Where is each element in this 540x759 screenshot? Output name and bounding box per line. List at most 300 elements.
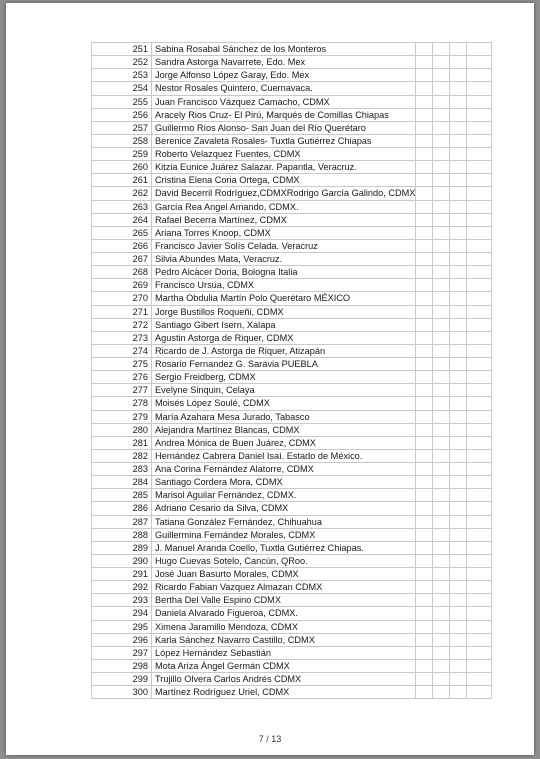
empty-cell (433, 541, 450, 554)
empty-cell (467, 673, 492, 686)
empty-cell (416, 108, 433, 121)
row-number: 279 (92, 410, 152, 423)
row-number: 265 (92, 226, 152, 239)
row-number: 254 (92, 82, 152, 95)
empty-cell (467, 371, 492, 384)
empty-cell (450, 515, 467, 528)
empty-cell (433, 554, 450, 567)
empty-cell (467, 279, 492, 292)
signer-name: Rosario Fernandez G. Saravia PUEBLA (152, 358, 416, 371)
empty-cell (416, 344, 433, 357)
empty-cell (433, 95, 450, 108)
empty-cell (433, 371, 450, 384)
empty-cell (450, 331, 467, 344)
empty-cell (467, 331, 492, 344)
signature-table-body (92, 43, 492, 699)
table-row (92, 607, 492, 620)
empty-cell (450, 213, 467, 226)
empty-cell (433, 384, 450, 397)
empty-cell (433, 528, 450, 541)
empty-cell (416, 43, 433, 56)
row-number: 262 (92, 187, 152, 200)
empty-cell (433, 581, 450, 594)
empty-cell (416, 384, 433, 397)
empty-cell (467, 239, 492, 252)
row-number: 272 (92, 318, 152, 331)
empty-cell (450, 568, 467, 581)
empty-cell (416, 69, 433, 82)
table-row (92, 56, 492, 69)
empty-cell (416, 489, 433, 502)
row-number: 277 (92, 384, 152, 397)
empty-cell (450, 607, 467, 620)
empty-cell (450, 436, 467, 449)
empty-cell (467, 528, 492, 541)
row-number: 267 (92, 253, 152, 266)
table-row (92, 620, 492, 633)
table-row (92, 686, 492, 699)
signer-name: Martínez Rodríguez Uriel, CDMX (152, 686, 416, 699)
signer-name: Daniela Alvarado Figueroa, CDMX. (152, 607, 416, 620)
empty-cell (450, 594, 467, 607)
empty-cell (450, 43, 467, 56)
signer-name: Ana Corina Fernández Alatorre, CDMX (152, 463, 416, 476)
table-row (92, 82, 492, 95)
row-number: 257 (92, 121, 152, 134)
empty-cell (450, 134, 467, 147)
signer-name: Ricardo de J. Astorga de Riquer, Atizapán (152, 344, 416, 357)
empty-cell (416, 410, 433, 423)
empty-cell (433, 646, 450, 659)
empty-cell (416, 607, 433, 620)
empty-cell (450, 489, 467, 502)
empty-cell (433, 423, 450, 436)
row-number: 276 (92, 371, 152, 384)
signer-name: Evelyne Sinquin, Celaya (152, 384, 416, 397)
empty-cell (416, 174, 433, 187)
empty-cell (433, 226, 450, 239)
empty-cell (467, 515, 492, 528)
empty-cell (416, 318, 433, 331)
empty-cell (467, 187, 492, 200)
empty-cell (467, 226, 492, 239)
empty-cell (433, 686, 450, 699)
empty-cell (467, 43, 492, 56)
empty-cell (433, 82, 450, 95)
empty-cell (416, 358, 433, 371)
empty-cell (416, 187, 433, 200)
table-row (92, 463, 492, 476)
signer-name: Adriano Cesario da Silva, CDMX (152, 502, 416, 515)
table-row (92, 436, 492, 449)
empty-cell (416, 659, 433, 672)
row-number: 295 (92, 620, 152, 633)
empty-cell (433, 607, 450, 620)
empty-cell (433, 594, 450, 607)
signer-name: Cristina Elena Coria Ortega, CDMX (152, 174, 416, 187)
empty-cell (416, 121, 433, 134)
signer-name: María Azahara Mesa Jurado, Tabasco (152, 410, 416, 423)
empty-cell (450, 253, 467, 266)
empty-cell (450, 187, 467, 200)
empty-cell (433, 292, 450, 305)
signer-name: Ricardo Fabian Vazquez Almazan CDMX (152, 581, 416, 594)
signer-name: Francisco Ursúa, CDMX (152, 279, 416, 292)
signer-name: Mota Ariza Ángel Germán CDMX (152, 659, 416, 672)
empty-cell (450, 200, 467, 213)
empty-cell (450, 423, 467, 436)
table-row (92, 659, 492, 672)
empty-cell (467, 95, 492, 108)
empty-cell (433, 279, 450, 292)
row-number: 251 (92, 43, 152, 56)
empty-cell (450, 686, 467, 699)
signer-name: Pedro Alcàcer Doria, Bologna Italia (152, 266, 416, 279)
empty-cell (416, 331, 433, 344)
signer-name: Jorge Bustillos Roqueñi, CDMX (152, 305, 416, 318)
signer-name: Guillermo Ríos Alonso- San Juan del Río Querétaro (152, 121, 416, 134)
signer-name: Agustin Astorga de Riquer, CDMX (152, 331, 416, 344)
signer-name: Alejandra Martínez Blancas, CDMX (152, 423, 416, 436)
empty-cell (416, 292, 433, 305)
empty-cell (416, 226, 433, 239)
signer-name: Hugo Cuevas Sotelo, Cancún, QRoo. (152, 554, 416, 567)
empty-cell (416, 463, 433, 476)
row-number: 273 (92, 331, 152, 344)
row-number: 282 (92, 449, 152, 462)
empty-cell (467, 318, 492, 331)
empty-cell (467, 594, 492, 607)
empty-cell (433, 43, 450, 56)
empty-cell (433, 148, 450, 161)
signer-name: Tatiana González Fernández, Chihuahua (152, 515, 416, 528)
empty-cell (450, 69, 467, 82)
empty-cell (467, 56, 492, 69)
table-row (92, 292, 492, 305)
table-row (92, 43, 492, 56)
row-number: 292 (92, 581, 152, 594)
empty-cell (416, 436, 433, 449)
empty-cell (416, 213, 433, 226)
row-number: 300 (92, 686, 152, 699)
empty-cell (433, 134, 450, 147)
empty-cell (450, 148, 467, 161)
table-row (92, 633, 492, 646)
empty-cell (450, 279, 467, 292)
table-row (92, 554, 492, 567)
row-number: 266 (92, 239, 152, 252)
table-row (92, 239, 492, 252)
empty-cell (450, 646, 467, 659)
row-number: 270 (92, 292, 152, 305)
empty-cell (450, 292, 467, 305)
row-number: 263 (92, 200, 152, 213)
empty-cell (467, 384, 492, 397)
empty-cell (433, 121, 450, 134)
signer-name: Ximena Jaramillo Mendoza, CDMX (152, 620, 416, 633)
empty-cell (416, 515, 433, 528)
row-number: 271 (92, 305, 152, 318)
table-row (92, 541, 492, 554)
empty-cell (467, 292, 492, 305)
row-number: 274 (92, 344, 152, 357)
empty-cell (416, 581, 433, 594)
signer-name: García Rea Angel Amando, CDMX. (152, 200, 416, 213)
empty-cell (467, 200, 492, 213)
row-number: 299 (92, 673, 152, 686)
empty-cell (450, 633, 467, 646)
empty-cell (433, 253, 450, 266)
empty-cell (467, 607, 492, 620)
table-row (92, 187, 492, 200)
table-row (92, 108, 492, 121)
empty-cell (450, 239, 467, 252)
empty-cell (433, 463, 450, 476)
table-row (92, 449, 492, 462)
row-number: 259 (92, 148, 152, 161)
signer-name: Santiago Gibert Isern, Xalapa (152, 318, 416, 331)
row-number: 258 (92, 134, 152, 147)
row-number: 287 (92, 515, 152, 528)
empty-cell (467, 397, 492, 410)
empty-cell (467, 134, 492, 147)
row-number: 289 (92, 541, 152, 554)
empty-cell (416, 476, 433, 489)
empty-cell (467, 659, 492, 672)
empty-cell (433, 436, 450, 449)
row-number: 294 (92, 607, 152, 620)
empty-cell (433, 568, 450, 581)
table-row (92, 423, 492, 436)
table-row (92, 200, 492, 213)
row-number: 283 (92, 463, 152, 476)
signer-name: Aracely Rios Cruz- El Pirú, Marqués de Comillas Chiapas (152, 108, 416, 121)
empty-cell (433, 449, 450, 462)
signer-name: Bertha Del Valle Espino CDMX (152, 594, 416, 607)
signer-name: Francisco Javier Solís Celada. Veracruz (152, 239, 416, 252)
table-row (92, 358, 492, 371)
empty-cell (416, 397, 433, 410)
row-number: 298 (92, 659, 152, 672)
empty-cell (416, 279, 433, 292)
empty-cell (467, 633, 492, 646)
table-row (92, 161, 492, 174)
empty-cell (416, 305, 433, 318)
signer-name: Sergio Freidberg, CDMX (152, 371, 416, 384)
empty-cell (450, 620, 467, 633)
empty-cell (450, 226, 467, 239)
table-row (92, 148, 492, 161)
empty-cell (416, 82, 433, 95)
signer-name: Kitzia Eunice Juárez Salazar. Papantla, Veracruz. (152, 161, 416, 174)
signer-name: Trujillo Olvera Carlos Andrés CDMX (152, 673, 416, 686)
empty-cell (433, 305, 450, 318)
table-row (92, 371, 492, 384)
empty-cell (467, 463, 492, 476)
empty-cell (450, 449, 467, 462)
signer-name: David Becerril Rodríguez,CDMXRodrigo García Galindo, CDMX (152, 187, 416, 200)
empty-cell (433, 476, 450, 489)
empty-cell (416, 686, 433, 699)
row-number: 261 (92, 174, 152, 187)
signer-name: Berenice Zavaleta Rosales- Tuxtla Gutiérrez Chiapas (152, 134, 416, 147)
empty-cell (416, 95, 433, 108)
empty-cell (416, 253, 433, 266)
empty-cell (433, 266, 450, 279)
signer-name: Moisés López Soulé, CDMX (152, 397, 416, 410)
signer-name: Roberto Velazquez Fuentes, CDMX (152, 148, 416, 161)
empty-cell (467, 568, 492, 581)
empty-cell (416, 646, 433, 659)
empty-cell (467, 161, 492, 174)
empty-cell (467, 436, 492, 449)
signer-name: Ariana Torres Knoop, CDMX (152, 226, 416, 239)
empty-cell (416, 528, 433, 541)
table-row (92, 476, 492, 489)
empty-cell (467, 305, 492, 318)
empty-cell (450, 581, 467, 594)
empty-cell (467, 581, 492, 594)
empty-cell (467, 121, 492, 134)
table-row (92, 384, 492, 397)
empty-cell (467, 620, 492, 633)
row-number: 253 (92, 69, 152, 82)
empty-cell (450, 161, 467, 174)
empty-cell (450, 541, 467, 554)
row-number: 291 (92, 568, 152, 581)
empty-cell (416, 594, 433, 607)
table-row (92, 134, 492, 147)
table-row (92, 95, 492, 108)
table-row (92, 305, 492, 318)
empty-cell (467, 108, 492, 121)
empty-cell (416, 541, 433, 554)
empty-cell (416, 633, 433, 646)
empty-cell (416, 502, 433, 515)
signer-name: Sandra Astorga Navarrete, Edo. Mex (152, 56, 416, 69)
signer-name: Jorge Alfonso López Garay, Edo. Mex (152, 69, 416, 82)
empty-cell (467, 410, 492, 423)
empty-cell (433, 69, 450, 82)
row-number: 269 (92, 279, 152, 292)
row-number: 290 (92, 554, 152, 567)
table-row (92, 581, 492, 594)
empty-cell (450, 410, 467, 423)
signer-name: Andrea Mónica de Buen Juárez, CDMX (152, 436, 416, 449)
empty-cell (416, 568, 433, 581)
empty-cell (450, 358, 467, 371)
empty-cell (433, 410, 450, 423)
empty-cell (467, 423, 492, 436)
empty-cell (450, 266, 467, 279)
row-number: 256 (92, 108, 152, 121)
table-row (92, 673, 492, 686)
empty-cell (450, 659, 467, 672)
empty-cell (416, 56, 433, 69)
row-number: 288 (92, 528, 152, 541)
empty-cell (416, 134, 433, 147)
empty-cell (450, 554, 467, 567)
empty-cell (450, 673, 467, 686)
empty-cell (433, 489, 450, 502)
empty-cell (467, 554, 492, 567)
empty-cell (416, 620, 433, 633)
signer-name: Guillermina Fernández Morales, CDMX (152, 528, 416, 541)
table-row (92, 568, 492, 581)
table-row (92, 410, 492, 423)
table-row (92, 594, 492, 607)
empty-cell (450, 476, 467, 489)
signer-name: Rafael Becerra Martínez, CDMX (152, 213, 416, 226)
row-number: 280 (92, 423, 152, 436)
empty-cell (416, 239, 433, 252)
signer-name: Marisol Aguilar Fernández, CDMX. (152, 489, 416, 502)
row-number: 252 (92, 56, 152, 69)
empty-cell (433, 56, 450, 69)
empty-cell (450, 384, 467, 397)
table-row (92, 226, 492, 239)
empty-cell (450, 371, 467, 384)
document-page (6, 3, 534, 755)
table-row (92, 515, 492, 528)
empty-cell (433, 633, 450, 646)
empty-cell (416, 161, 433, 174)
empty-cell (433, 200, 450, 213)
row-number: 268 (92, 266, 152, 279)
signer-name: López Hernández Sebastián (152, 646, 416, 659)
empty-cell (450, 318, 467, 331)
empty-cell (433, 502, 450, 515)
signer-name: Nestor Rosales Quintero, Cuernavaca. (152, 82, 416, 95)
empty-cell (433, 174, 450, 187)
empty-cell (433, 318, 450, 331)
empty-cell (450, 397, 467, 410)
table-row (92, 331, 492, 344)
table-row (92, 213, 492, 226)
empty-cell (433, 213, 450, 226)
row-number: 286 (92, 502, 152, 515)
table-row (92, 646, 492, 659)
empty-cell (467, 489, 492, 502)
empty-cell (416, 266, 433, 279)
empty-cell (416, 200, 433, 213)
empty-cell (467, 253, 492, 266)
row-number: 297 (92, 646, 152, 659)
empty-cell (433, 397, 450, 410)
empty-cell (450, 344, 467, 357)
signer-name: Santiago Cordera Mora, CDMX (152, 476, 416, 489)
empty-cell (433, 161, 450, 174)
empty-cell (467, 174, 492, 187)
empty-cell (433, 515, 450, 528)
empty-cell (416, 371, 433, 384)
signer-name: Sabina Rosabal Sánchez de los Monteros (152, 43, 416, 56)
row-number: 275 (92, 358, 152, 371)
empty-cell (433, 659, 450, 672)
empty-cell (450, 95, 467, 108)
empty-cell (433, 358, 450, 371)
table-row (92, 69, 492, 82)
row-number: 284 (92, 476, 152, 489)
table-row (92, 174, 492, 187)
empty-cell (450, 305, 467, 318)
empty-cell (450, 82, 467, 95)
empty-cell (450, 463, 467, 476)
empty-cell (416, 673, 433, 686)
empty-cell (433, 187, 450, 200)
row-number: 293 (92, 594, 152, 607)
signer-name: Juan Francisco Vázquez Camacho, CDMX (152, 95, 416, 108)
